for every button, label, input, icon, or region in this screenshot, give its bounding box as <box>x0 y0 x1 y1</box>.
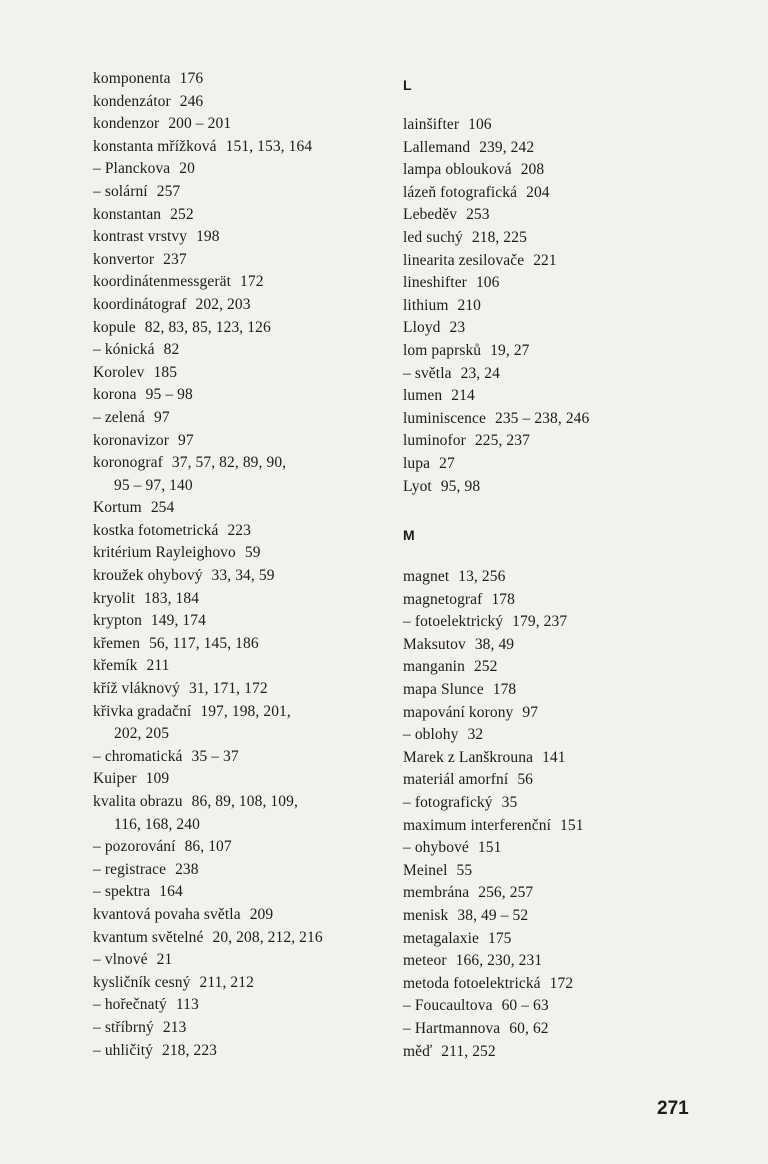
index-entry <box>403 272 733 295</box>
index-term: – oblohy <box>403 726 459 744</box>
index-entry <box>403 566 733 589</box>
index-pages: 176 <box>179 70 204 87</box>
index-entry <box>403 995 733 1018</box>
index-term: metagalaxie <box>403 929 479 947</box>
index-term: Kortum <box>93 499 142 517</box>
index-entry <box>403 295 733 318</box>
index-pages: 225, 237 <box>474 432 530 450</box>
index-pages: 60 – 63 <box>501 997 549 1015</box>
index-entry <box>93 904 393 927</box>
index-term: – ohybové <box>403 839 469 857</box>
index-entry <box>93 294 393 317</box>
index-entry <box>403 905 733 928</box>
index-term: – spektra <box>93 883 151 901</box>
index-pages: 178 <box>492 681 517 699</box>
index-entry <box>403 1041 733 1064</box>
index-entry <box>403 747 733 770</box>
index-entry <box>403 476 733 499</box>
index-entry <box>93 113 393 136</box>
index-term: linearita zesilovače <box>403 251 525 269</box>
index-entry <box>403 702 733 725</box>
index-pages: 246 <box>179 92 204 110</box>
index-entry <box>93 701 393 724</box>
index-term: maximum interferenční <box>403 816 552 834</box>
index-entry <box>93 881 393 904</box>
index-pages: 55 <box>456 861 473 879</box>
index-term: lainšifter <box>403 116 460 133</box>
index-pages: 86, 89, 108, 109, <box>191 793 298 810</box>
index-term: Maksutov <box>403 635 466 653</box>
section-letter-m: M <box>403 527 415 544</box>
index-pages: 35 – 37 <box>191 747 239 765</box>
index-term: – uhličitý <box>93 1041 153 1059</box>
index-entry <box>93 588 393 611</box>
index-term: lampa oblouková <box>403 161 512 179</box>
index-pages: 13, 256 <box>458 568 506 586</box>
index-pages: 175 <box>487 929 512 947</box>
index-pages: 235 – 238, 246 <box>494 409 590 427</box>
index-term: kříž vláknový <box>93 680 180 698</box>
index-term: Korolev <box>93 363 145 381</box>
index-pages-continued: 95 – 97, 140 <box>114 476 193 494</box>
index-entry <box>403 159 733 182</box>
index-pages: 151 <box>560 816 584 834</box>
index-entry <box>93 610 393 633</box>
index-pages: 97 <box>178 431 194 449</box>
index-term: krypton <box>93 612 142 630</box>
index-term: – fotoelektrický <box>403 613 504 631</box>
index-term: – solární <box>93 182 148 200</box>
index-term: materiál amorfní <box>403 771 509 789</box>
index-pages: 185 <box>153 363 178 381</box>
index-entry <box>93 655 393 678</box>
index-entry <box>403 928 733 951</box>
index-term: membrána <box>403 884 470 902</box>
index-pages-continued: 116, 168, 240 <box>114 815 200 833</box>
index-entry <box>93 520 393 543</box>
index-pages: 197, 198, 201, <box>200 702 291 720</box>
index-pages: 252 <box>170 205 194 223</box>
index-pages: 209 <box>249 905 274 923</box>
index-pages: 151 <box>477 839 502 857</box>
index-term: – chromatická <box>93 747 183 765</box>
index-entry <box>403 611 733 634</box>
index-entry <box>403 724 733 747</box>
index-term: – hořečnatý <box>93 996 167 1014</box>
index-entry <box>403 973 733 996</box>
index-pages: 19, 27 <box>490 341 530 359</box>
index-term: – vlnové <box>93 951 148 969</box>
index-pages: 218, 225 <box>471 228 527 246</box>
index-term: konvertor <box>93 250 155 268</box>
index-term: kvalita obrazu <box>93 793 183 810</box>
index-entry <box>93 497 393 520</box>
index-term: koronavizor <box>93 431 169 449</box>
index-entry <box>93 384 393 407</box>
index-term: kritérium Rayleighovo <box>93 544 236 562</box>
index-entry <box>403 317 733 340</box>
index-pages: 211, 212 <box>199 973 254 991</box>
index-term: Marek z Lanškrouna <box>403 748 534 766</box>
index-entry <box>93 317 393 340</box>
index-entry <box>93 91 393 114</box>
index-term: Lebeděv <box>403 206 458 224</box>
index-term: lithium <box>403 296 449 314</box>
index-pages: 179, 237 <box>512 613 568 631</box>
index-entry <box>403 792 733 815</box>
index-entry <box>93 678 393 701</box>
index-term: kopule <box>93 318 136 336</box>
index-pages-continued: 202, 205 <box>114 725 170 743</box>
index-entry <box>403 250 733 273</box>
index-term: Lloyd <box>403 319 441 337</box>
index-pages: 202, 203 <box>195 295 251 313</box>
index-entry <box>93 1017 393 1040</box>
index-pages: 213 <box>162 1018 187 1036</box>
index-entry <box>403 182 733 205</box>
index-entry <box>403 837 733 860</box>
index-pages: 256, 257 <box>478 884 534 902</box>
index-entry <box>93 158 393 181</box>
index-term: křivka gradační <box>93 702 192 720</box>
index-term: kontrast vrstvy <box>93 228 188 246</box>
index-term: manganin <box>403 658 465 676</box>
index-pages: 86, 107 <box>184 838 232 856</box>
index-pages: 23 <box>449 319 466 337</box>
index-pages: 38, 49 <box>474 635 515 653</box>
index-entry <box>403 815 733 838</box>
index-pages: 211 <box>146 657 170 675</box>
index-entry <box>403 634 733 657</box>
index-term: lázeň fotografická <box>403 183 518 201</box>
index-term: menisk <box>403 907 449 924</box>
index-term: – pozorování <box>93 838 176 856</box>
index-entry <box>93 249 393 272</box>
index-pages: 218, 223 <box>161 1041 218 1059</box>
index-pages: 214 <box>451 387 475 405</box>
index-entry <box>93 565 393 588</box>
index-pages: 20, 208, 212, 216 <box>212 928 323 946</box>
index-entry <box>93 633 393 656</box>
index-pages: 95 – 98 <box>145 386 193 404</box>
index-term: – Planckova <box>93 160 171 178</box>
index-entry <box>403 363 733 386</box>
index-entry <box>93 746 393 769</box>
index-entry <box>93 768 393 791</box>
index-pages: 106 <box>475 274 500 292</box>
index-column-left <box>93 68 393 1062</box>
index-term: koordinátenmessgerät <box>93 273 232 291</box>
index-entry <box>403 204 733 227</box>
index-entry <box>93 407 393 430</box>
index-term: lineshifter <box>403 274 467 292</box>
index-term: – registrace <box>93 860 167 878</box>
index-pages: 95, 98 <box>440 477 481 495</box>
index-term: křemík <box>93 657 138 675</box>
index-term: komponenta <box>93 70 171 87</box>
index-entry <box>403 137 733 160</box>
index-entry <box>93 791 393 814</box>
index-pages: 210 <box>457 296 482 314</box>
index-term: kondenzor <box>93 115 160 133</box>
index-term: kysličník cesný <box>93 973 191 991</box>
index-term: metoda fotoelektrická <box>403 974 541 992</box>
index-pages: 60, 62 <box>509 1019 549 1037</box>
index-pages: 172 <box>549 974 574 992</box>
index-pages: 151, 153, 164 <box>225 137 313 155</box>
index-pages: 82, 83, 85, 123, 126 <box>144 318 271 336</box>
index-pages: 97 <box>522 703 539 721</box>
index-entry <box>93 542 393 565</box>
index-pages: 20 <box>179 160 195 178</box>
index-pages: 198 <box>196 228 220 246</box>
index-term: Meinel <box>403 861 448 879</box>
index-pages: 23, 24 <box>460 364 500 382</box>
index-term: kondenzátor <box>93 92 171 110</box>
index-pages: 238 <box>175 860 199 878</box>
index-pages: 106 <box>468 116 492 133</box>
index-pages: 239, 242 <box>479 138 535 156</box>
index-term: – kónická <box>93 341 155 359</box>
index-entry <box>403 430 733 453</box>
index-entry <box>93 68 393 91</box>
index-term: Kuiper <box>93 770 137 788</box>
index-entry <box>93 836 393 859</box>
index-entry <box>403 385 733 408</box>
index-entry <box>93 362 393 385</box>
index-pages: 164 <box>159 883 183 901</box>
index-entry <box>403 114 733 137</box>
index-term: luminofor <box>403 432 466 450</box>
index-pages: 253 <box>466 206 490 224</box>
index-entry <box>93 226 393 249</box>
index-term: lupa <box>403 454 431 472</box>
index-pages: 211, 252 <box>441 1042 496 1060</box>
index-term: kryolit <box>93 589 136 607</box>
index-term: korona <box>93 386 137 404</box>
index-pages: 21 <box>156 951 173 969</box>
index-entry <box>93 994 393 1017</box>
index-term: – fotografický <box>403 794 493 812</box>
index-pages: 37, 57, 82, 89, 90, <box>171 454 287 472</box>
page-number: 271 <box>657 1098 689 1119</box>
index-term: led suchý <box>403 228 463 246</box>
index-term: Lyot <box>403 477 432 495</box>
index-term: kvantová povaha světla <box>93 905 241 923</box>
index-section-l <box>403 114 733 498</box>
index-entry <box>403 340 733 363</box>
index-entry <box>403 860 733 883</box>
index-pages: 208 <box>520 161 545 179</box>
index-pages: 221 <box>533 251 557 269</box>
index-term: křemen <box>93 634 141 652</box>
index-term: koronograf <box>93 454 163 472</box>
index-entry <box>403 769 733 792</box>
index-pages: 31, 171, 172 <box>188 680 268 698</box>
index-term: magnetograf <box>403 590 483 608</box>
index-term: meteor <box>403 952 447 970</box>
index-entry <box>403 227 733 250</box>
index-entry <box>403 679 733 702</box>
index-entry <box>403 882 733 905</box>
index-pages: 172 <box>240 273 264 291</box>
index-term: koordinátograf <box>93 295 187 313</box>
index-pages: 200 – 201 <box>168 115 232 133</box>
index-entry <box>403 453 733 476</box>
index-pages: 141 <box>542 748 566 766</box>
index-term: měď <box>403 1042 433 1060</box>
index-entry <box>93 972 393 995</box>
index-entry <box>403 408 733 431</box>
index-pages: 109 <box>145 770 170 788</box>
index-pages: 38, 49 – 52 <box>457 907 529 924</box>
index-term: mapování korony <box>403 703 514 721</box>
index-pages: 59 <box>244 544 261 562</box>
index-pages: 223 <box>227 521 251 539</box>
index-section-m <box>403 566 733 1063</box>
index-term: lumen <box>403 387 443 405</box>
index-term: – Foucaultova <box>403 997 493 1015</box>
index-term: – světla <box>403 364 452 382</box>
section-letter-l: L <box>403 77 412 93</box>
index-entry <box>403 950 733 973</box>
index-term: – zelená <box>93 408 145 426</box>
index-entry <box>93 452 393 475</box>
index-entry <box>403 589 733 612</box>
index-entry <box>93 859 393 882</box>
index-term: – Hartmannova <box>403 1019 501 1037</box>
index-pages: 97 <box>154 408 170 426</box>
index-pages: 183, 184 <box>144 589 200 607</box>
index-pages: 237 <box>163 250 187 268</box>
index-pages: 252 <box>473 658 498 676</box>
index-term: konstanta mřížková <box>93 137 217 155</box>
index-pages: 149, 174 <box>150 612 206 630</box>
index-term: Lallemand <box>403 138 471 156</box>
index-pages: 113 <box>175 996 199 1014</box>
index-pages: 33, 34, 59 <box>211 567 275 585</box>
index-entry <box>93 181 393 204</box>
index-pages: 166, 230, 231 <box>455 952 543 970</box>
index-entry <box>93 949 393 972</box>
index-term: luminiscence <box>403 409 486 427</box>
index-entry <box>93 927 393 950</box>
index-pages: 35 <box>501 794 518 812</box>
index-entry <box>93 136 393 159</box>
index-entry <box>93 204 393 227</box>
index-pages: 56, 117, 145, 186 <box>149 634 259 652</box>
index-pages: 254 <box>150 499 175 517</box>
index-entry <box>403 1018 733 1041</box>
index-term: lom paprsků <box>403 341 482 359</box>
index-entry <box>93 339 393 362</box>
index-term: kroužek ohybový <box>93 567 203 585</box>
index-pages: 56 <box>517 771 534 789</box>
index-term: konstantan <box>93 205 162 223</box>
index-entry <box>403 656 733 679</box>
index-entry <box>93 430 393 453</box>
index-pages: 27 <box>439 454 455 472</box>
index-column-right <box>403 74 733 1063</box>
index-term: – stříbrný <box>93 1018 154 1036</box>
index-term: kvantum světelné <box>93 928 204 946</box>
index-term: magnet <box>403 568 450 586</box>
index-pages: 178 <box>491 590 515 608</box>
index-entry <box>93 271 393 294</box>
index-pages: 82 <box>163 341 180 359</box>
index-pages: 32 <box>467 726 484 744</box>
index-entry <box>93 1040 393 1063</box>
index-term: kostka fotometrická <box>93 521 219 539</box>
index-pages: 257 <box>156 182 181 200</box>
index-term: mapa Slunce <box>403 681 484 699</box>
index-pages: 204 <box>526 183 550 201</box>
